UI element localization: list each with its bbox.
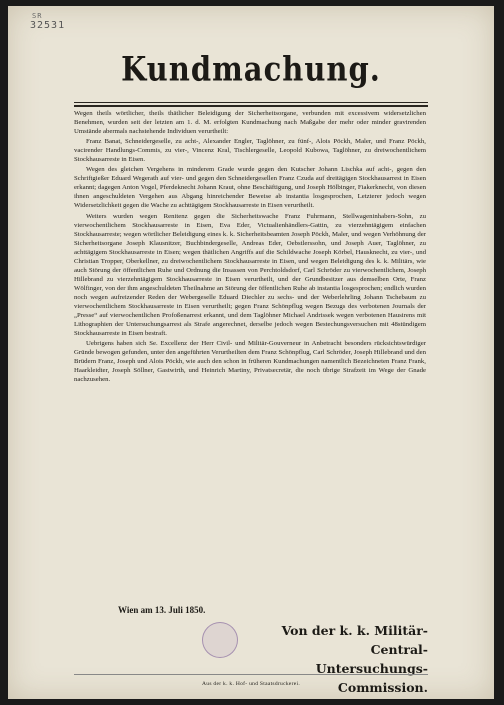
archive-mark: SR	[32, 12, 43, 20]
archive-number	[30, 12, 66, 31]
official-seal-stamp	[202, 622, 238, 658]
title-rule-thick	[74, 105, 428, 107]
archive-number-value: 32531	[30, 20, 66, 31]
paragraph-intro: Wegen theils wörtlicher, theils thätlicher Beleidigung der Sicherheitsorgane, verbunden mit excessivem widersetzlichen Benehmen, wurden seit der letzten am 1. d. M. erfolgten Kundmachung nach Maßgabe der mehr oder minder gravirenden Umstände abermals nachstehende Individuen verurtheilt:	[74, 110, 426, 136]
document-title: Kundmachung.	[121, 49, 381, 89]
printer-imprint: Aus der k. k. Hof- und Staatsdruckerei.	[202, 681, 300, 687]
document-body	[74, 109, 426, 385]
paragraph-sentences-1: Franz Banat, Schneidergeselle, zu acht-, Alexander Engler, Taglöhner, zu fünf-, Alois Pöckh, Maler, und Franz Pöckh, vacirender Handlungs-Commis, zu vier-, Vincenz Kral, Tischlergeselle, Leopold Kubowa, Taglöhner, zu dreiwochentlichem Stockhausarreste in Eisen.	[74, 138, 426, 164]
paragraph-pardon: Uebrigens haben sich Se. Excellenz der Herr Civil- und Militär-Gouverneur in Anbetracht besonders rücksichtswürdiger Gründe bewogen gefunden, unter den angeführten Verurtheilten dem Franz Schönpflug, Carl Schröder, Joseph Hillebrand und den Brüdern Franz, Joseph und Alois Pöckh, wie auch den schon in früheren Kundmachungen namentlich Bezeichneten Franz Frank, Haarkleidter, Joseph Söllner, Gastwirth, und Heinrich Martiny, Privatsecretär, die noch übrige Strafzeit im Wege der Gnade nachzusehen.	[74, 340, 427, 384]
signature-line-1: Von der k. k. Militär-Central-	[281, 623, 428, 657]
paragraph-sentences-3: Weiters wurden wegen Renitenz gegen die Sicherheitswache Franz Fuhrmann, Stellwageninhabers-Sohn, zu vierwochentlichem Stockhausarreste in Eisen, Eva Eder, Victualienhändlers-Gattin, zu vierzehntägigem einfachen Stockhausarreste; wegen wörtlicher Beleidigung eines k. k. Sicherheitsbeamten Joseph Pöckh, Maler, und wegen Verhöhnung der Sicherheitsorgane Joseph Klausnitzer, Buchbindergeselle, Andreas Eder, Oebstlerssohn, und Joseph Auer, Taglöhner, zu achttägigem Stockhausarreste in Eisen; wegen thätlichen Angriffs auf die Schildwache Joseph Körbel, Hausknecht, zu vier-, und Christian Tropper, Oberkellner, zu dreiwochentlichem Stockhausarreste in Eisen, und wegen Beleidigung des k. k. Militärs, wie auch Störung der öffentlichen Ruhe und Ordnung die Insassen von Perchtoldsdorf, Carl Schröder zu vierwochentlichem, Joseph Hillebrand zu vierzehntägigem Stockhausarreste in Eisen verurtheilt, und der Grundbesitzer aus demselben Orte, Franz Wölfinger, von der ihm angeschuldeten Theilnahme an Störung der öffentlichen Ruhe ab instantia losgesprochen; endlich wurden noch wegen aufreizender Reden der Webergeselle Eduard Diechler zu sechs- und der Weberlehrling Johann Tschebaum zu vierwochentlichem Stockhausarreste in Eisen verurtheilt; gegen Franz Schönpflug wegen Bezugs des verbotenen Journals der „Presse“ auf vierwochentlichen Profoßenarrest erkannt, und dem Taglöhner Michael Andrissek wegen verbotenen Hausirens mit Lithographien der Untersuchungsarrest als Strafe angerechnet, derselbe jedoch wegen Bestechungsversuchen mit 48stündigem Stockhausarreste in Eisen bestraft.	[74, 212, 426, 338]
paragraph-sentences-2: Wegen des gleichen Vergehens in minderem Grade wurde gegen den Kutscher Johann Lischka auf acht-, gegen den Schriftgießer Eduard Wegerath auf vier- und gegen den Schneidergesellen Franz Czuda auf dreitägigen Stockhausarrest in Eisen erkannt; dagegen Anton Vogel, Pferdeknecht Johann Kraut, ohne Beschäftigung, und Joseph Hölbinger, Fiakerknecht, von diesen ihnen angeschuldeten Vergehen aus Abgang hinreichender Beweise ab instantia losgesprochen, Letzterer jedoch wegen Widersetzlichkeit gegen die Wache zu achttägigem Stockhausarreste in Eisen verurtheilt.	[74, 166, 426, 210]
imprint-rule	[74, 674, 428, 675]
poster-sheet	[8, 6, 494, 699]
date-line: Wien am 13. Juli 1850.	[118, 605, 206, 615]
signature-line-2: Untersuchungs-Commission.	[315, 661, 428, 695]
title-rule-thin	[74, 102, 428, 103]
